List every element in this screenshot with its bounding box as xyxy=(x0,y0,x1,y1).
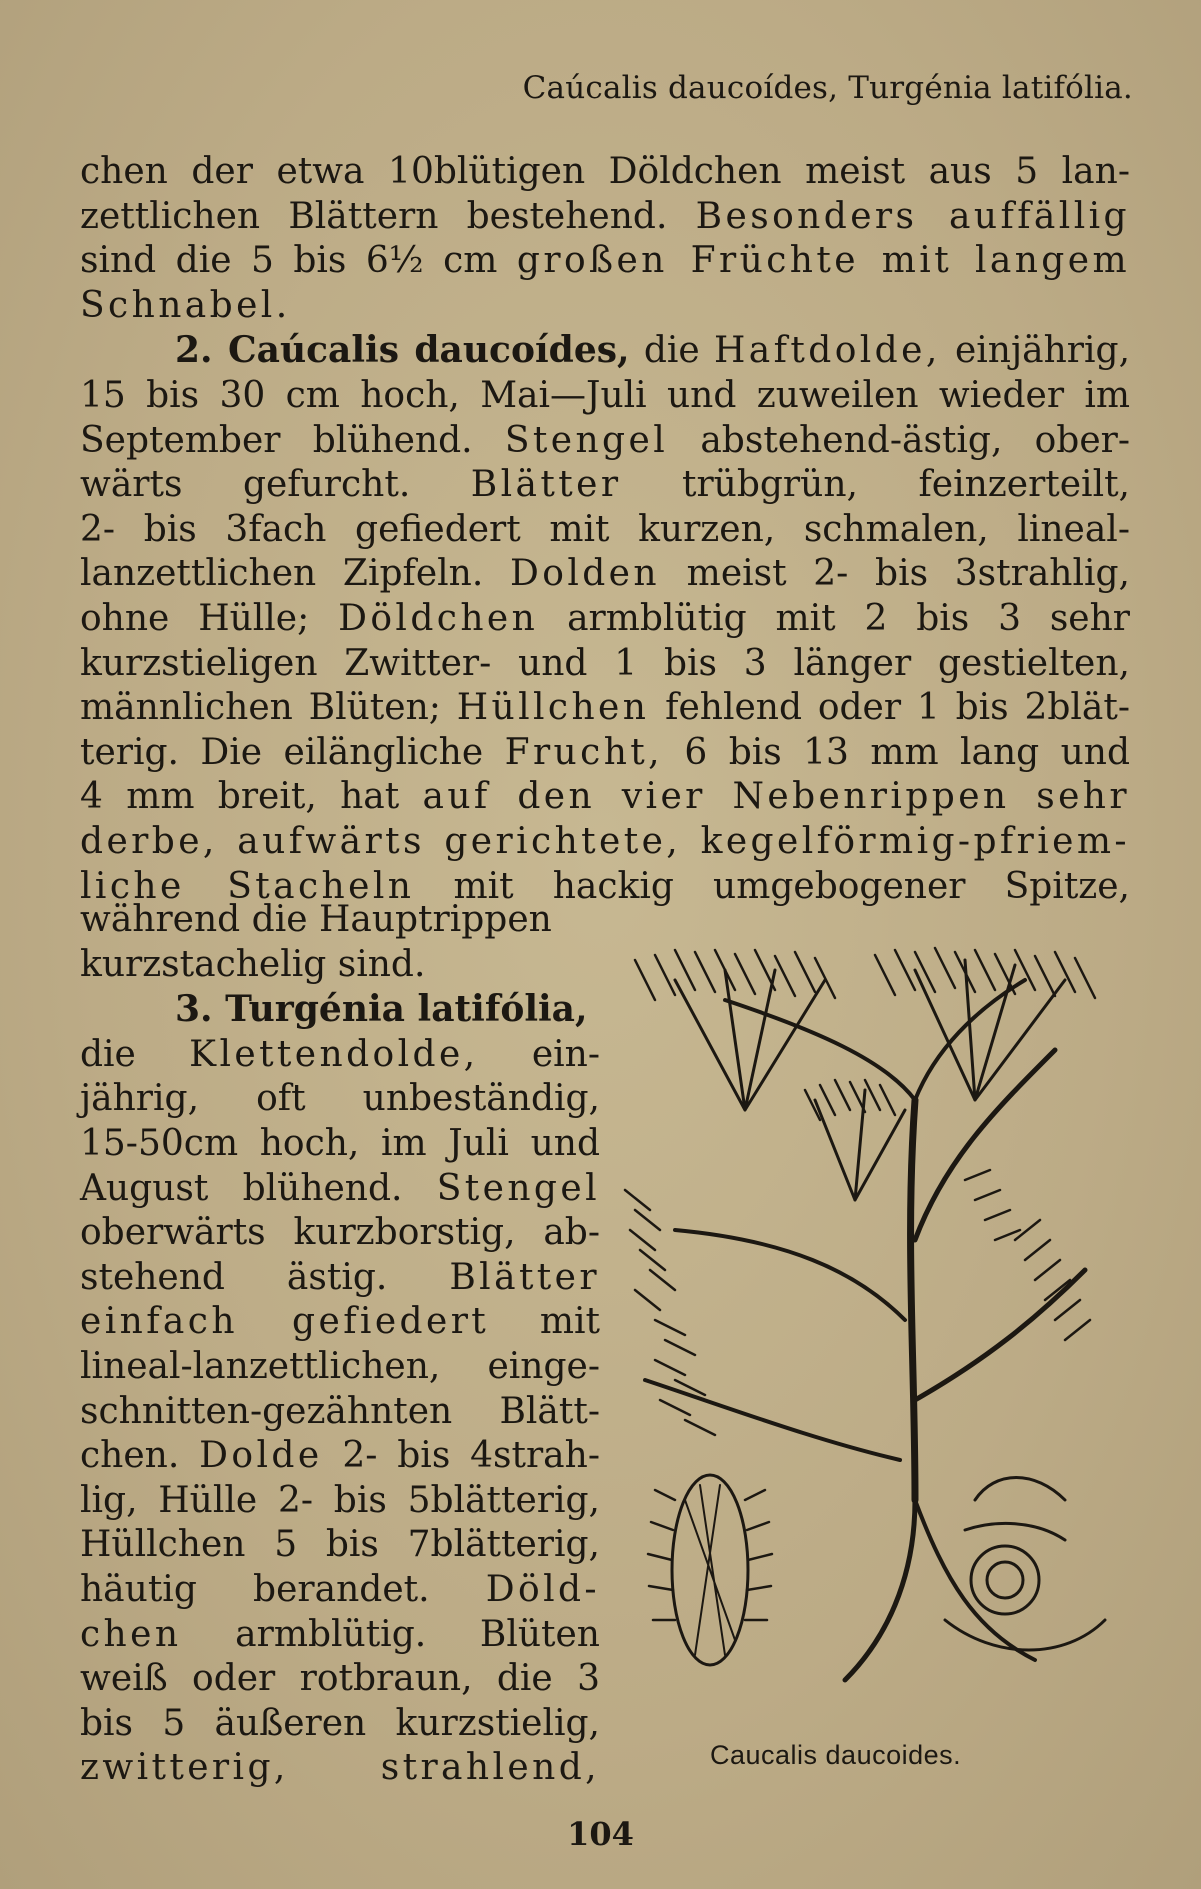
spaced-text-run: Döldchen xyxy=(338,597,539,639)
spaced-text-run: Klettendolde, xyxy=(189,1033,479,1075)
spaced-text-run: Blätter xyxy=(449,1256,600,1298)
running-header: Caúcalis daucoídes, Turgénia latifólia. xyxy=(522,70,1133,106)
spaced-text-run: Stengel xyxy=(504,419,669,461)
text-line xyxy=(80,150,1130,195)
text-run: ohne Hülle; xyxy=(80,597,339,639)
spaced-text-run: liche Stacheln xyxy=(80,865,415,907)
text-line xyxy=(80,508,1130,553)
text-line xyxy=(80,1033,600,1078)
text-run: abstehend-ästig, ober- xyxy=(668,419,1130,461)
spaced-text-run: Blätter xyxy=(470,464,622,506)
text-run: männlichen Blüten; xyxy=(80,687,457,729)
spaced-text-run: zwitterig, strahlend, xyxy=(80,1747,600,1789)
caucalis-daucoides-illustration-icon xyxy=(615,940,1125,1740)
text-run: Hüllchen 5 bis 7blätterig, xyxy=(80,1524,600,1566)
text-line xyxy=(80,820,1130,865)
text-run: armblütig. Blüten xyxy=(181,1613,600,1655)
spaced-text-run: Dolde xyxy=(199,1435,323,1477)
text-line xyxy=(80,1345,600,1390)
text-run: 15-50cm hoch, im Juli und xyxy=(80,1122,600,1164)
text-run: schnitten-gezähnten Blätt- xyxy=(80,1390,600,1432)
text-line xyxy=(80,1390,600,1435)
text-line xyxy=(80,1122,600,1167)
spaced-text-run: Hüllchen xyxy=(456,687,650,729)
text-run: terig. Die eilängliche xyxy=(80,731,505,773)
text-line xyxy=(80,1077,600,1122)
text-run: bis 5 äußeren kurzstielig, xyxy=(80,1702,600,1744)
text-line xyxy=(80,943,600,988)
text-line xyxy=(80,1167,600,1212)
spaced-text-run: auf den vier Nebenrippen sehr xyxy=(422,776,1130,818)
text-run: 2- bis 4strah- xyxy=(322,1435,600,1477)
text-run: meist 2- bis 3strahlig, xyxy=(659,553,1130,595)
spaced-text-run: Stengel xyxy=(436,1167,600,1209)
text-line xyxy=(80,284,1130,329)
spaced-text-run: großen Früchte mit langem xyxy=(516,240,1130,282)
text-line xyxy=(80,1434,600,1479)
text-line xyxy=(80,1702,600,1747)
text-line xyxy=(80,1657,600,1702)
bold-text-run: 2. Caúcalis daucoídes, xyxy=(175,329,630,372)
text-run: 2- bis 3fach gefiedert mit kurzen, schmalen, lineal- xyxy=(80,508,1130,550)
text-run: kurzstieligen Zwitter- und 1 bis 3 länger gestielten, xyxy=(80,642,1130,684)
text-run: chen der etwa 10blütigen Döldchen meist aus 5 lan- xyxy=(80,151,1130,192)
left-text-column xyxy=(80,898,600,1791)
text-line xyxy=(80,1300,600,1345)
text-line xyxy=(80,1523,600,1568)
text-run: sind die 5 bis 6½ cm xyxy=(80,240,517,282)
text-run: ein- xyxy=(478,1033,600,1075)
text-line xyxy=(80,374,1130,419)
text-line xyxy=(80,1256,600,1301)
text-line xyxy=(80,195,1130,240)
text-run: lig, Hülle 2- bis 5blätterig, xyxy=(80,1479,600,1521)
text-line xyxy=(80,1746,600,1791)
text-line xyxy=(80,239,1130,284)
text-line xyxy=(80,1613,600,1658)
text-run: mit hackig umgebogener Spitze, xyxy=(414,865,1131,907)
spaced-text-run: Haftdolde, xyxy=(714,330,941,372)
text-run: lanzettlichen Zipfeln. xyxy=(80,553,510,595)
text-run: 6 bis 13 mm lang und xyxy=(663,731,1131,773)
text-line xyxy=(80,686,1130,731)
text-run: armblütig mit 2 bis 3 sehr xyxy=(538,597,1130,639)
spaced-text-run: Döld- xyxy=(485,1568,600,1610)
text-run: chen. xyxy=(80,1435,200,1477)
text-run: mit xyxy=(489,1301,600,1343)
text-line xyxy=(80,419,1130,464)
text-line xyxy=(80,328,1130,374)
text-run: trübgrün, feinzerteilt, xyxy=(621,464,1130,506)
text-run: häutig berandet. xyxy=(80,1568,486,1610)
text-run: einjährig, xyxy=(940,330,1131,372)
text-run: lineal-lanzettlichen, einge- xyxy=(80,1345,600,1387)
text-run: fehlend oder 1 bis 2blät- xyxy=(649,687,1130,729)
text-line xyxy=(80,775,1130,820)
text-run: jährig, oft unbeständig, xyxy=(80,1078,600,1120)
text-run: kurzstachelig sind. xyxy=(80,943,426,985)
text-run: die xyxy=(629,330,714,372)
text-run: wärts gefurcht. xyxy=(80,464,471,506)
figure-caption: Caucalis daucoides. xyxy=(710,1740,962,1770)
text-line xyxy=(80,1479,600,1524)
text-run: die xyxy=(80,1033,190,1075)
text-line xyxy=(80,552,1130,597)
text-run: August blühend. xyxy=(80,1167,437,1209)
text-line xyxy=(80,1568,600,1613)
text-run: weiß oder rotbraun, die 3 xyxy=(80,1658,600,1700)
spaced-text-run: Frucht, xyxy=(504,731,663,773)
text-line xyxy=(80,731,1130,776)
spaced-text-run: Dolden xyxy=(509,553,660,595)
page-number: 104 xyxy=(567,1815,634,1853)
text-line xyxy=(80,463,1130,508)
text-run: 15 bis 30 cm hoch, Mai—Juli und zuweilen wieder im xyxy=(80,374,1130,416)
spaced-text-run: chen xyxy=(80,1613,182,1655)
text-run: stehend ästig. xyxy=(80,1256,450,1298)
text-line xyxy=(80,898,600,943)
text-run: September blühend. xyxy=(80,419,505,461)
spaced-text-run: Schnabel. xyxy=(80,284,291,326)
text-run: zettlichen Blättern bestehend. xyxy=(80,195,696,237)
text-line xyxy=(80,1211,600,1256)
text-run: während die Hauptrippen xyxy=(80,899,552,940)
text-line xyxy=(80,987,600,1033)
text-run: 4 mm breit, hat xyxy=(80,776,423,818)
top-text-block xyxy=(80,150,1130,909)
text-line xyxy=(80,642,1130,687)
spaced-text-run: derbe, aufwärts gerichtete, kegelförmig-pfriem- xyxy=(80,820,1130,862)
text-run: oberwärts kurzborstig, ab- xyxy=(80,1212,600,1254)
spaced-text-run: einfach gefiedert xyxy=(80,1301,490,1343)
bold-text-run: 3. Turgénia latifólia, xyxy=(175,988,588,1031)
spaced-text-run: Besonders auffällig xyxy=(695,195,1130,237)
text-line xyxy=(80,597,1130,642)
